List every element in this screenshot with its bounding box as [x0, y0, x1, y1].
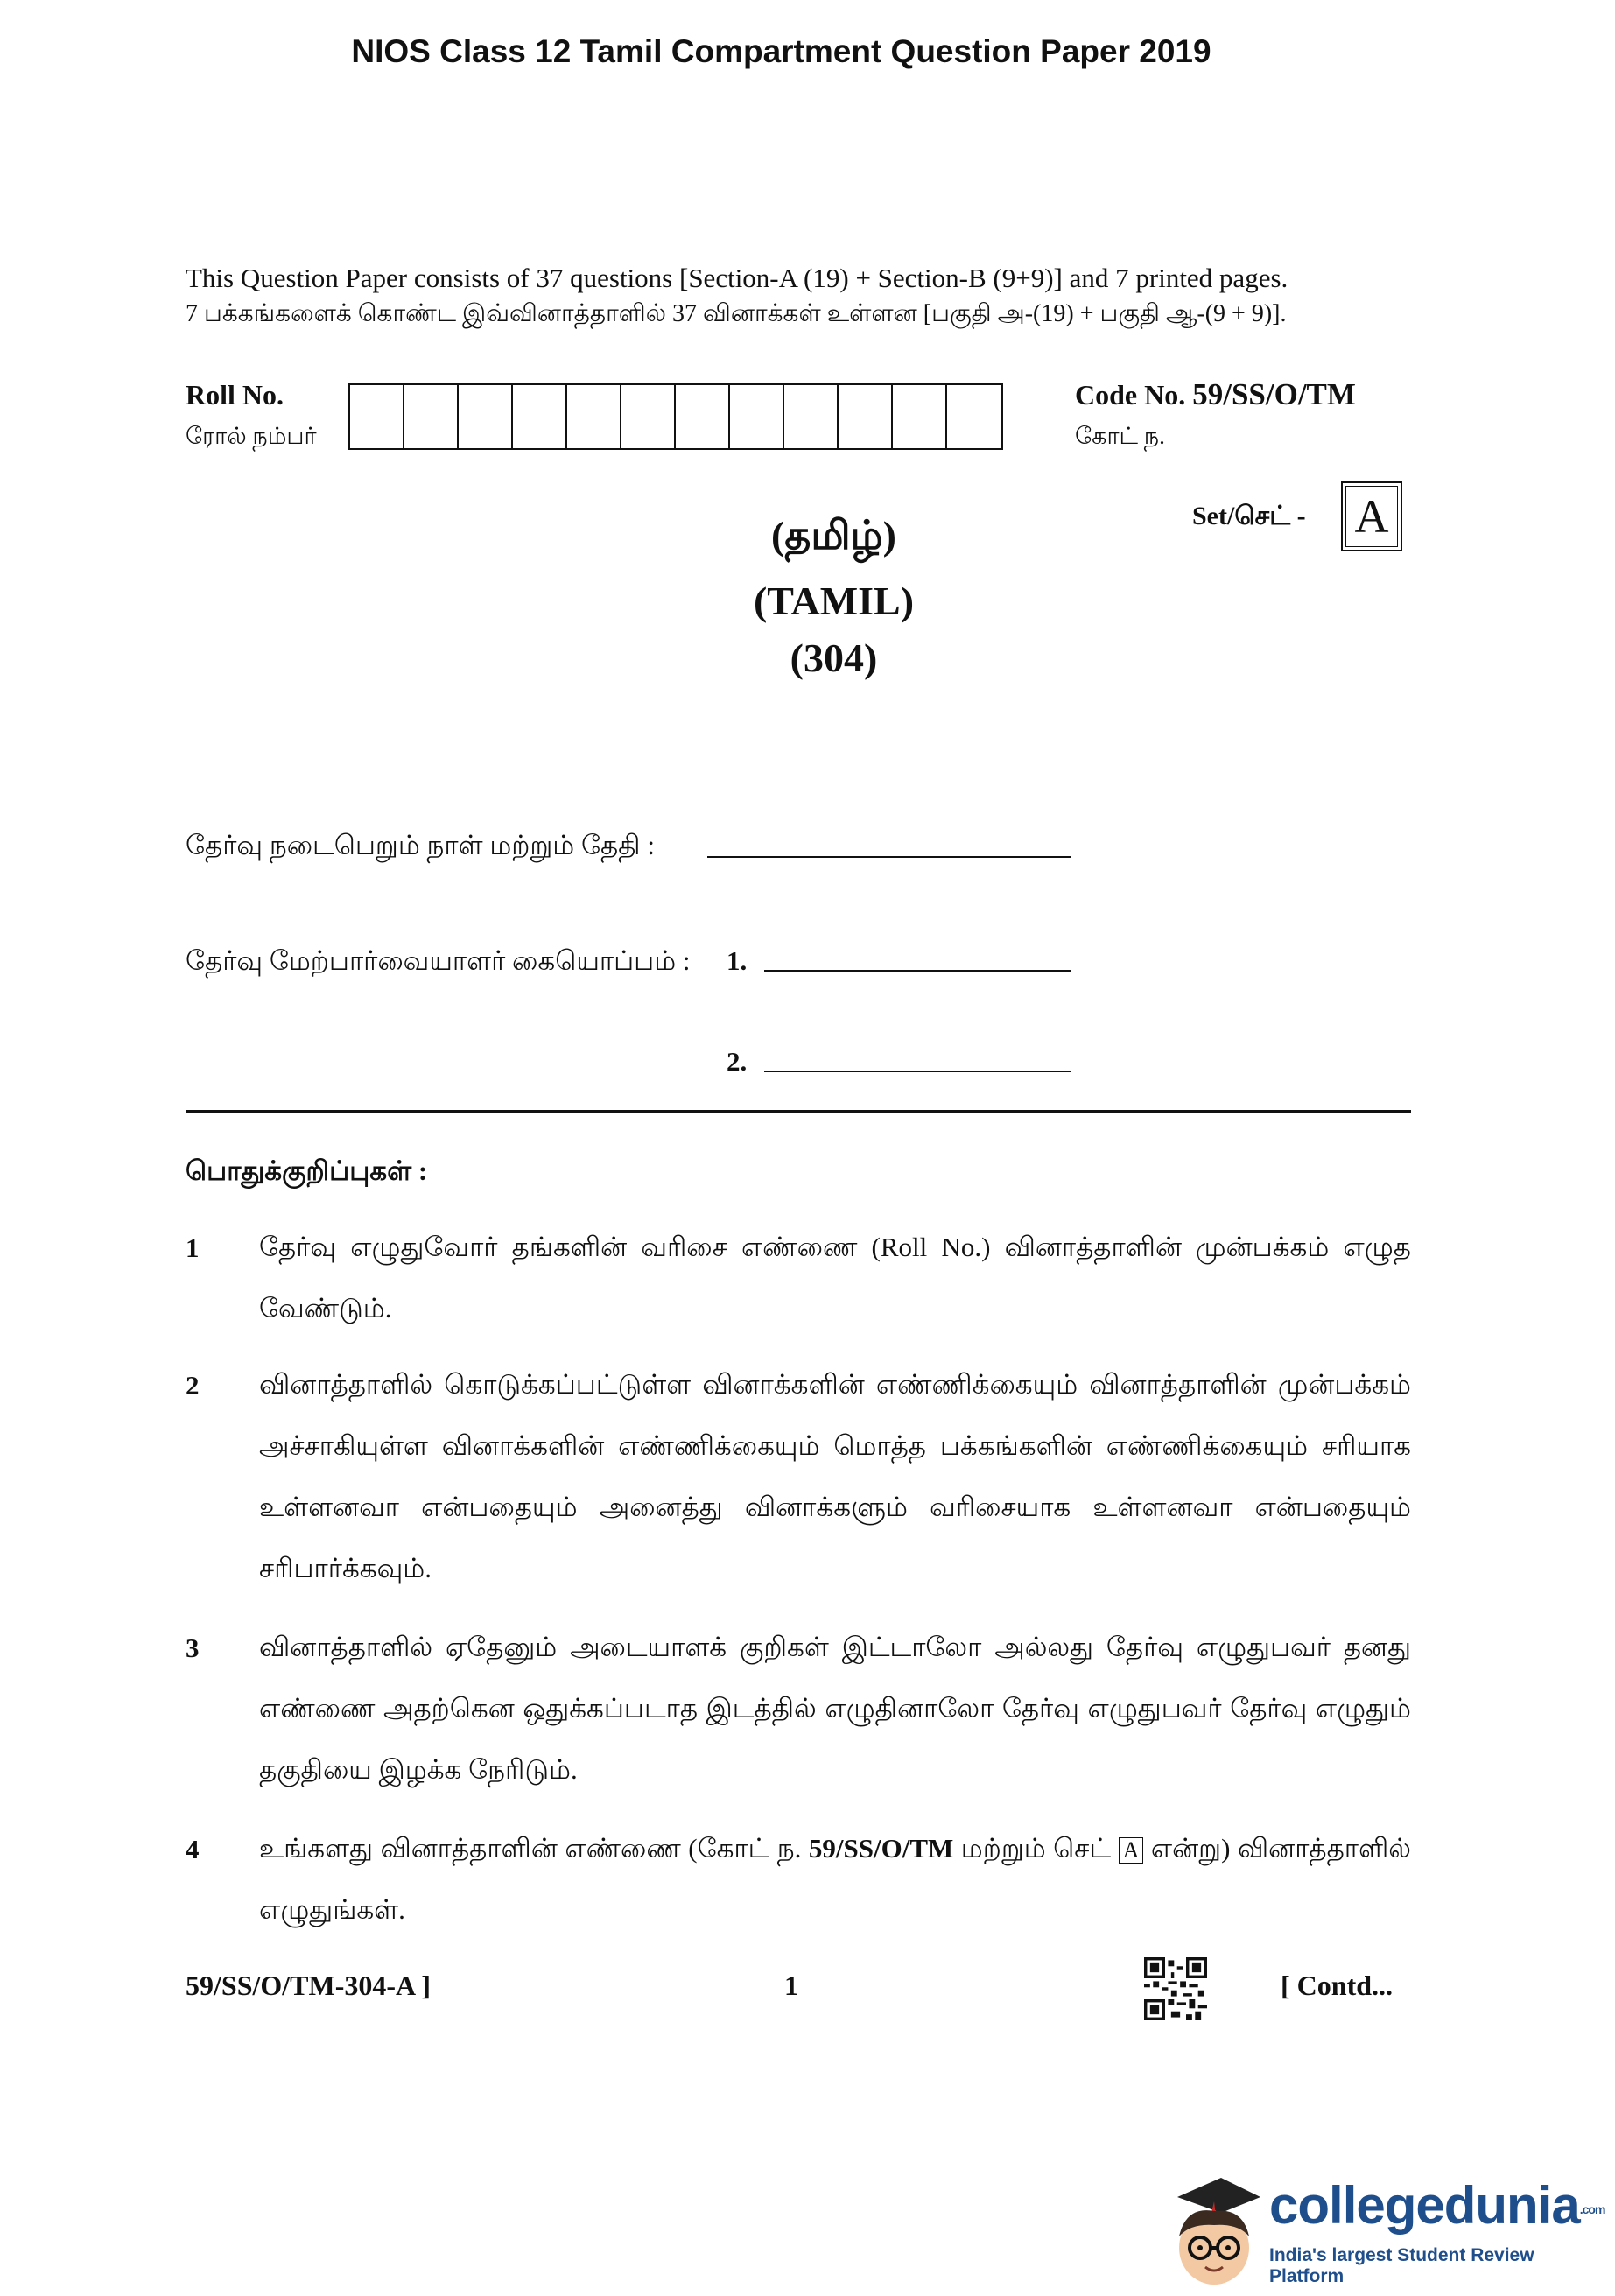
instruction-code: 59/SS/O/TM [808, 1833, 954, 1864]
roll-digit-box[interactable] [893, 385, 947, 448]
qr-code-icon [1144, 1957, 1207, 2020]
signature-2-line[interactable] [764, 1071, 1071, 1072]
code-no-label: Code No. [1075, 379, 1186, 411]
footer-paper-code: 59/SS/O/TM-304-A ] [186, 1970, 432, 2001]
section-divider [186, 1110, 1411, 1113]
collegedunia-tagline: India's largest Student Review Platform [1269, 2245, 1534, 2286]
instruction-number: 2 [186, 1370, 200, 1401]
exam-date-label: தேர்வு நடைபெறும் நாள் மற்றும் தேதி : [186, 830, 655, 860]
instruction-text-part: என்று) வினாத்தாளில் எழுதுங்கள். [259, 1833, 1411, 1925]
roll-digit-box[interactable] [784, 385, 839, 448]
roll-no-label-tamil: ரோல் நம்பர் [186, 423, 317, 449]
roll-digit-box[interactable] [404, 385, 459, 448]
instruction-text [259, 1818, 1411, 1941]
roll-digit-box[interactable] [350, 385, 404, 448]
intro-tamil: 7 பக்கங்களைக் கொண்ட இவ்வினாத்தாளில் 37 வினாக்கள் உள்ளன [பகுதி அ-(19) + பகுதி ஆ-(9 + 9)]. [186, 300, 1287, 327]
instruction-text: வினாத்தாளில் கொடுக்கப்பட்டுள்ள வினாக்களின் எண்ணிக்கையும் வினாத்தாளின் முன்பக்கம் அச்சாகியுள்ள வினாக்களின் எண்ணிக்கையும் மொத்த பக்கங்களின் எண்ணிக்கையும் சரியாக உள்ளனவா என்பதையும் அனைத்து வினாக்களும் வரிசையாக உள்ளனவா என்பதையும் சரிபார்க்கவும். [259, 1369, 1411, 1583]
roll-digit-box[interactable] [513, 385, 567, 448]
set-value-box: A [1341, 481, 1402, 551]
roll-digit-box[interactable] [947, 385, 1001, 448]
roll-digit-box[interactable] [730, 385, 784, 448]
signature-1-number: 1. [727, 945, 748, 976]
roll-digit-box[interactable] [839, 385, 893, 448]
roll-digit-box[interactable] [676, 385, 730, 448]
roll-no-label: Roll No. [186, 379, 284, 411]
intro-english: This Question Paper consists of 37 questions [Section-A (19) + Section-B (9+9)] and 7 printed pages. [186, 263, 1288, 293]
roll-digit-box[interactable] [459, 385, 513, 448]
instruction-set-box: A [1119, 1837, 1144, 1864]
instruction-text-part: உங்களது வினாத்தாளின் எண்ணை (கோட் ந. [259, 1833, 809, 1864]
code-no-label-tamil: கோட் ந. [1075, 423, 1165, 449]
instruction-text: வினாத்தாளில் ஏதேனும் அடையாளக் குறிகள் இட்டாலோ அல்லது தேர்வு எழுதுபவர் தனது எண்ணை அதற்கென ஒதுக்கப்படாத இடத்தில் எழுதினாலோ தேர்வு எழுதுபவர் தேர்வு எழுதும் தகுதியை இழக்க நேரிடும். [259, 1632, 1411, 1785]
roll-digit-box[interactable] [621, 385, 676, 448]
exam-date-line[interactable] [707, 856, 1071, 858]
instruction-text: தேர்வு எழுதுவோர் தங்களின் வரிசை எண்ணை (Roll No.) வினாத்தாளின் முன்பக்கம் எழுத வேண்டும். [259, 1232, 1411, 1324]
instruction-number: 4 [186, 1834, 200, 1864]
subject-code: (304) [790, 635, 878, 680]
instruction-number: 3 [186, 1632, 200, 1663]
signature-2-number: 2. [727, 1046, 748, 1077]
collegedunia-logo-suffix: .com [1579, 2202, 1605, 2217]
footer-page-number: 1 [784, 1970, 798, 2001]
general-instructions-title: பொதுக்குறிப்புகள் : [186, 1155, 428, 1186]
instruction-text-part: மற்றும் செட் [953, 1833, 1119, 1864]
code-no-value: 59/SS/O/TM [1192, 377, 1356, 411]
roll-digit-box[interactable] [567, 385, 621, 448]
invigilator-signature-label: தேர்வு மேற்பார்வையாளர் கையொப்பம் : [186, 945, 691, 976]
subject-title-english: (TAMIL) [753, 579, 915, 623]
instruction-number: 1 [186, 1232, 200, 1263]
set-label: Set/செட் - [1192, 502, 1306, 530]
code-no [1075, 377, 1356, 412]
collegedunia-logo-text: collegedunia.com [1269, 2176, 1605, 2235]
subject-title-tamil: (தமிழ்) [771, 513, 896, 558]
collegedunia-mascot-icon [1160, 2162, 1265, 2289]
roll-number-boxes[interactable] [348, 383, 1003, 450]
page-header-title: NIOS Class 12 Tamil Compartment Question Paper 2019 [351, 33, 1211, 69]
footer-continued: [ Contd... [1281, 1970, 1394, 2001]
signature-1-line[interactable] [764, 970, 1071, 972]
